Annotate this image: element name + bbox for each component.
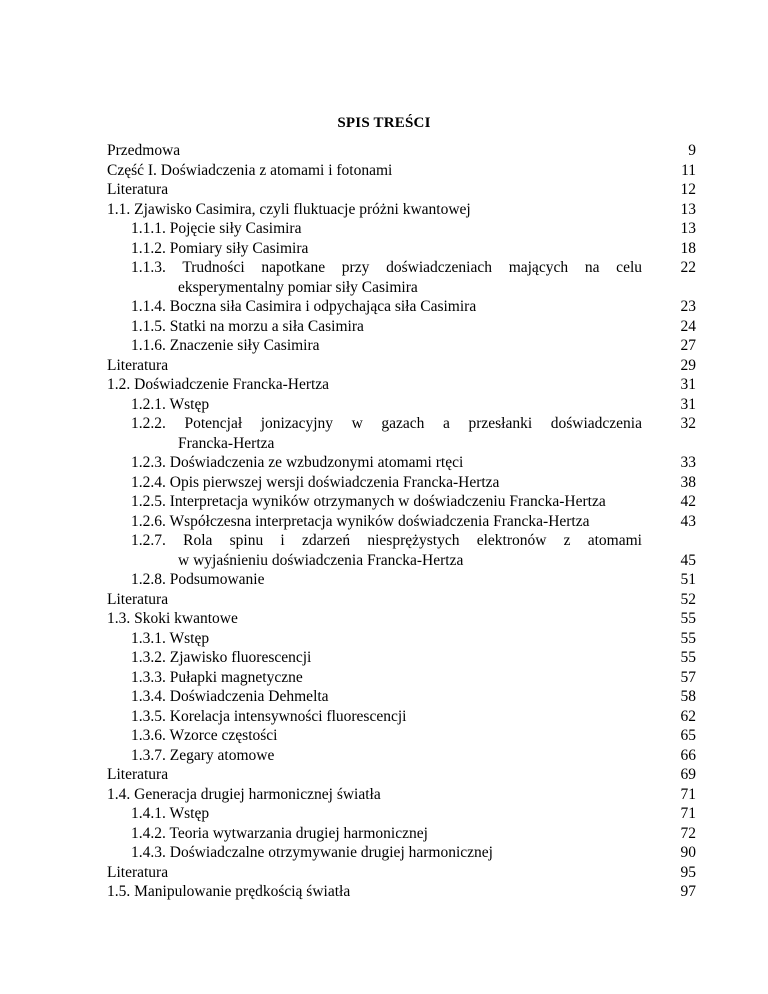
toc-entry-page: 23 [680, 298, 696, 315]
toc-entry[interactable] [107, 687, 696, 707]
toc-entry-title: Przedmowa [107, 142, 181, 159]
toc-entry[interactable] [107, 629, 696, 649]
toc-entry-page: 62 [680, 707, 696, 725]
toc-entry-page: 13 [680, 200, 696, 218]
toc-entry-page: 55 [680, 649, 696, 666]
toc-entry-page: 57 [680, 668, 696, 686]
toc-entry-page: 29 [680, 356, 696, 374]
toc-entry-page: 45 [680, 551, 696, 569]
toc-entry[interactable] [107, 726, 696, 746]
toc-entry-page: 42 [680, 493, 696, 510]
toc-entry-page: 52 [680, 590, 696, 608]
toc-entry[interactable] [107, 785, 696, 805]
toc-entry-title: Literatura [107, 863, 169, 881]
toc-entry-title: 1.3.3. Pułapki magnetyczne [131, 668, 303, 686]
toc-entry[interactable] [107, 882, 696, 902]
toc-entry-title: 1.3.5. Korelacja intensywności fluorescencji [131, 707, 407, 725]
toc-entry[interactable] [107, 648, 696, 668]
toc-entry[interactable] [107, 141, 696, 161]
toc-entry[interactable] [107, 395, 696, 415]
toc-entry-page: 55 [680, 629, 696, 647]
toc-entry-title: 1.3.2. Zjawisko fluorescencji [131, 649, 312, 666]
toc-entry-title: 1.2.5. Interpretacja wyników otrzymanych w doświadczeniu Francka-Hertza [131, 493, 606, 510]
toc-entry[interactable] [107, 239, 696, 259]
toc-entry[interactable] [107, 590, 696, 610]
toc-entry-page: 11 [681, 161, 696, 179]
toc-entry-title: 1.2.8. Podsumowanie [131, 571, 265, 588]
toc-entry[interactable] [107, 297, 696, 317]
toc-entry-title: 1.3.4. Doświadczenia Dehmelta [131, 688, 329, 705]
toc-entry-title: 1.2.3. Doświadczenia ze wzbudzonymi atomami rtęci [131, 454, 464, 471]
toc-entry-page: 43 [680, 512, 696, 530]
toc-entry[interactable] [107, 258, 696, 297]
page-title: SPIS TREŚCI [337, 115, 431, 131]
toc-entry[interactable] [107, 512, 696, 532]
toc-entry[interactable] [107, 375, 696, 395]
toc-entry-page: 22 [680, 259, 696, 276]
toc-entry-title: 1.1.1. Pojęcie siły Casimira [131, 220, 302, 237]
toc-entry-page: 27 [680, 337, 696, 354]
toc-entry-page: 12 [680, 181, 696, 198]
toc-entry[interactable] [107, 317, 696, 337]
toc-entry-title: 1.4.2. Teoria wytwarzania drugiej harmonicznej [131, 824, 428, 842]
toc-entry-title: Literatura [107, 766, 169, 783]
toc-entry[interactable] [107, 492, 696, 512]
toc-entry-page: 13 [680, 220, 696, 237]
table-of-contents [107, 141, 696, 902]
toc-entry-title: Literatura [107, 181, 169, 198]
toc-entry-page: 58 [680, 688, 696, 705]
toc-entry-page: 69 [680, 766, 696, 783]
toc-entry-page: 38 [680, 473, 696, 491]
toc-entry-title: Literatura [107, 356, 169, 374]
toc-entry-title: 1.2.6. Współczesna interpretacja wyników doświadczenia Francka-Hertza [131, 512, 590, 530]
toc-entry-title: 1.2.4. Opis pierwszej wersji doświadczenia Francka-Hertza [131, 473, 500, 491]
toc-entry-title: 1.2. Doświadczenie Francka-Hertza [107, 376, 330, 393]
toc-entry[interactable] [107, 531, 696, 570]
toc-entry-title: 1.3.7. Zegary atomowe [131, 746, 275, 764]
toc-entry[interactable] [107, 746, 696, 766]
toc-entry-title: Literatura [107, 590, 169, 608]
toc-entry-title: 1.1.2. Pomiary siły Casimira [131, 239, 309, 257]
toc-entry[interactable] [107, 180, 696, 200]
toc-entry-title-line: 1.2.2. Potencjał jonizacyjny w gazach a przesłanki doświadczenia [131, 415, 642, 432]
toc-entry-title [131, 258, 642, 297]
toc-entry-title: 1.1.6. Znaczenie siły Casimira [131, 337, 320, 354]
toc-entry-page: 65 [680, 727, 696, 744]
toc-entry[interactable] [107, 668, 696, 688]
toc-entry-title-continuation: Francka-Hertza [178, 434, 275, 452]
toc-entry[interactable] [107, 336, 696, 356]
toc-entry-page: 31 [680, 376, 696, 393]
toc-entry[interactable] [107, 863, 696, 883]
toc-entry-page: 90 [680, 844, 696, 861]
toc-entry-title-continuation: w wyjaśnieniu doświadczenia Francka-Hertza [178, 551, 464, 569]
toc-entry-page: 31 [680, 395, 696, 413]
toc-entry[interactable] [107, 843, 696, 863]
toc-entry-title: 1.4.3. Doświadczalne otrzymywanie drugiej harmonicznej [131, 844, 493, 861]
toc-entry-page: 24 [680, 317, 696, 335]
toc-entry-title: 1.4. Generacja drugiej harmonicznej światła [107, 785, 381, 803]
toc-entry[interactable] [107, 219, 696, 239]
toc-entry[interactable] [107, 804, 696, 824]
toc-entry-title: 1.1.4. Boczna siła Casimira i odpychająca siła Casimira [131, 298, 477, 315]
toc-entry-title: 1.4.1. Wstęp [131, 805, 210, 822]
toc-entry-page: 71 [680, 785, 696, 803]
toc-entry-page: 9 [688, 142, 696, 159]
toc-entry-title-line: 1.1.3. Trudności napotkane przy doświadczeniach mających na celu [131, 259, 642, 276]
toc-entry[interactable] [107, 473, 696, 493]
toc-entry[interactable] [107, 570, 696, 590]
toc-entry-title: 1.1. Zjawisko Casimira, czyli fluktuacje próżni kwantowej [107, 200, 471, 218]
toc-entry-title [131, 414, 642, 453]
toc-entry-title-line: 1.2.7. Rola spinu i zdarzeń niesprężystych elektronów z atomami [131, 532, 642, 549]
toc-entry-title: Część I. Doświadczenia z atomami i fotonami [107, 161, 393, 179]
toc-entry-page: 51 [680, 571, 696, 588]
toc-entry-page: 55 [680, 610, 696, 627]
toc-entry[interactable] [107, 200, 696, 220]
toc-entry[interactable] [107, 609, 696, 629]
toc-entry-page: 33 [680, 454, 696, 471]
toc-entry-page: 71 [680, 805, 696, 822]
toc-entry-page: 72 [680, 824, 696, 842]
toc-entry[interactable] [107, 414, 696, 453]
toc-entry[interactable] [107, 824, 696, 844]
toc-entry-page: 32 [680, 415, 696, 432]
toc-entry-page: 97 [680, 883, 696, 900]
toc-entry-title: 1.5. Manipulowanie prędkością światła [107, 883, 351, 900]
toc-entry[interactable] [107, 356, 696, 376]
toc-entry-page: 66 [680, 746, 696, 764]
toc-entry-title: 1.1.5. Statki na morzu a siła Casimira [131, 317, 364, 335]
toc-entry-page: 18 [680, 239, 696, 257]
toc-entry-title-continuation: eksperymentalny pomiar siły Casimira [178, 278, 418, 296]
toc-entry-title: 1.3.1. Wstęp [131, 629, 210, 647]
toc-entry[interactable] [107, 453, 696, 473]
toc-entry-title: 1.2.1. Wstęp [131, 395, 210, 413]
toc-entry-title: 1.3. Skoki kwantowe [107, 610, 238, 627]
toc-entry-title: 1.3.6. Wzorce częstości [131, 727, 278, 744]
toc-entry-page: 95 [680, 863, 696, 881]
toc-entry[interactable] [107, 765, 696, 785]
toc-entry-title [131, 531, 642, 570]
toc-entry[interactable] [107, 707, 696, 727]
toc-entry[interactable] [107, 161, 696, 181]
